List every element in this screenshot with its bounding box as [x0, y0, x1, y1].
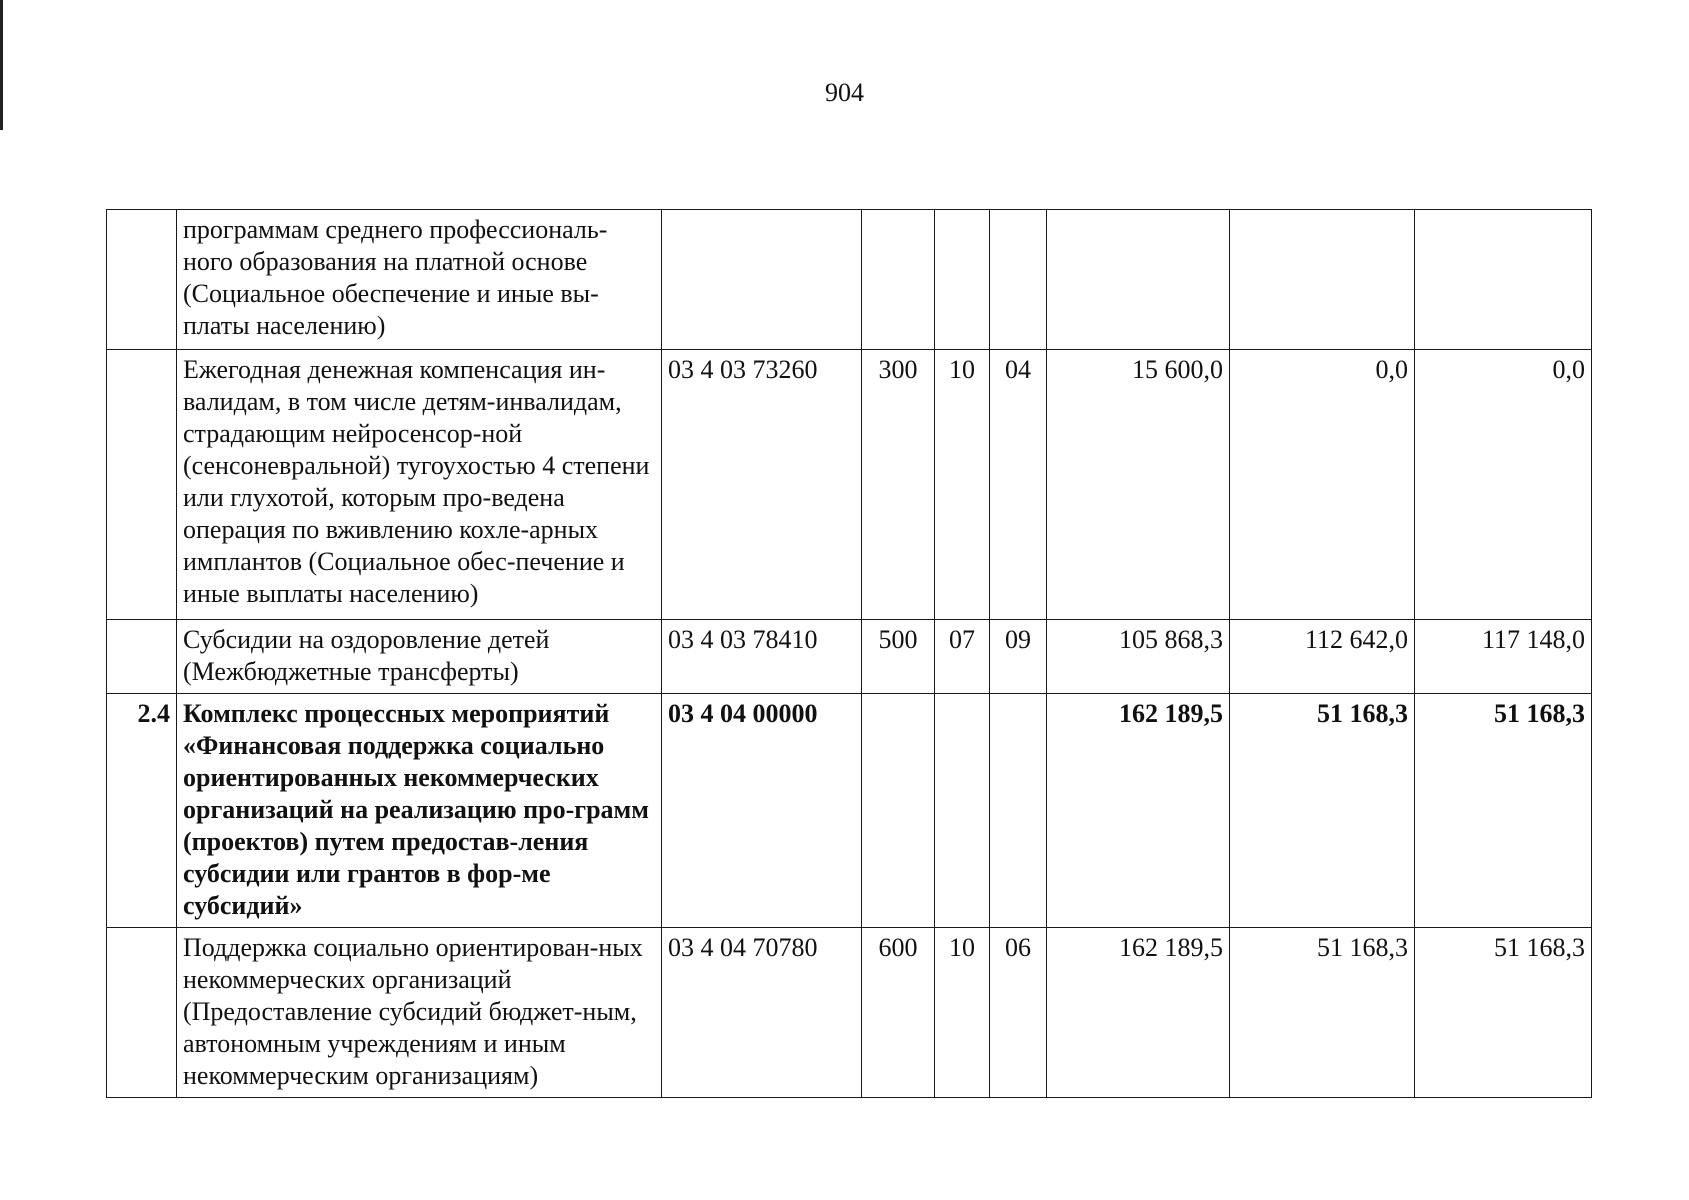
row-expense-type: 300 — [862, 350, 935, 620]
table-row — [107, 694, 1592, 928]
row-amount-3: 0,0 — [1415, 350, 1592, 620]
scan-edge-line — [0, 0, 3, 130]
row-amount-1 — [1047, 210, 1230, 350]
row-target-code: 03 4 04 00000 — [662, 694, 862, 928]
row-description: Субсидии на оздоровление детей (Межбюджетные трансферты) — [177, 620, 662, 694]
row-amount-2: 112 642,0 — [1230, 620, 1415, 694]
row-section: 10 — [935, 928, 990, 1098]
row-description: программам среднего профессиональ-ного образования на платной основе (Социальное обеспечение и иные вы-платы населению) — [177, 210, 662, 350]
row-target-code: 03 4 03 78410 — [662, 620, 862, 694]
row-amount-3: 51 168,3 — [1415, 928, 1592, 1098]
row-amount-2: 51 168,3 — [1230, 694, 1415, 928]
row-subsection — [990, 694, 1047, 928]
row-amount-1: 162 189,5 — [1047, 928, 1230, 1098]
row-amount-1: 105 868,3 — [1047, 620, 1230, 694]
row-expense-type — [862, 210, 935, 350]
budget-table — [106, 209, 1592, 1098]
row-number — [107, 928, 177, 1098]
row-amount-2 — [1230, 210, 1415, 350]
row-expense-type: 600 — [862, 928, 935, 1098]
row-expense-type: 500 — [862, 620, 935, 694]
row-amount-3: 117 148,0 — [1415, 620, 1592, 694]
page-number: 904 — [825, 78, 864, 107]
row-amount-2: 0,0 — [1230, 350, 1415, 620]
row-subsection: 09 — [990, 620, 1047, 694]
row-number — [107, 210, 177, 350]
row-subsection: 06 — [990, 928, 1047, 1098]
row-section: 07 — [935, 620, 990, 694]
row-amount-3: 51 168,3 — [1415, 694, 1592, 928]
row-target-code: 03 4 04 70780 — [662, 928, 862, 1098]
table-row — [107, 620, 1592, 694]
row-number: 2.4 — [107, 694, 177, 928]
row-expense-type — [862, 694, 935, 928]
row-amount-3 — [1415, 210, 1592, 350]
row-subsection: 04 — [990, 350, 1047, 620]
row-section: 10 — [935, 350, 990, 620]
row-amount-1: 162 189,5 — [1047, 694, 1230, 928]
table-row — [107, 350, 1592, 620]
row-amount-1: 15 600,0 — [1047, 350, 1230, 620]
row-section — [935, 210, 990, 350]
row-target-code: 03 4 03 73260 — [662, 350, 862, 620]
row-subsection — [990, 210, 1047, 350]
row-section — [935, 694, 990, 928]
table-row — [107, 928, 1592, 1098]
row-description: Ежегодная денежная компенсация ин-валидам, в том числе детям-инвалидам, страдающим нейросенсор-ной (сенсоневральной) тугоухостью 4 степени или глухотой, которым про-ведена операция по вживлению кохле-арных имплантов (Социальное обес-печение и иные выплаты населению) — [177, 350, 662, 620]
row-description: Поддержка социально ориентирован-ных некоммерческих организаций (Предоставление субсидий бюджет-ным, автономным учреждениям и иным некоммерческим организациям) — [177, 928, 662, 1098]
row-target-code — [662, 210, 862, 350]
table-row — [107, 210, 1592, 350]
row-number — [107, 350, 177, 620]
row-number — [107, 620, 177, 694]
row-amount-2: 51 168,3 — [1230, 928, 1415, 1098]
row-description: Комплекс процессных мероприятий «Финансовая поддержка социально ориентированных некоммерческих организаций на реализацию про-грамм (проектов) путем предостав-ления субсидии или грантов в фор-ме субсидий» — [177, 694, 662, 928]
